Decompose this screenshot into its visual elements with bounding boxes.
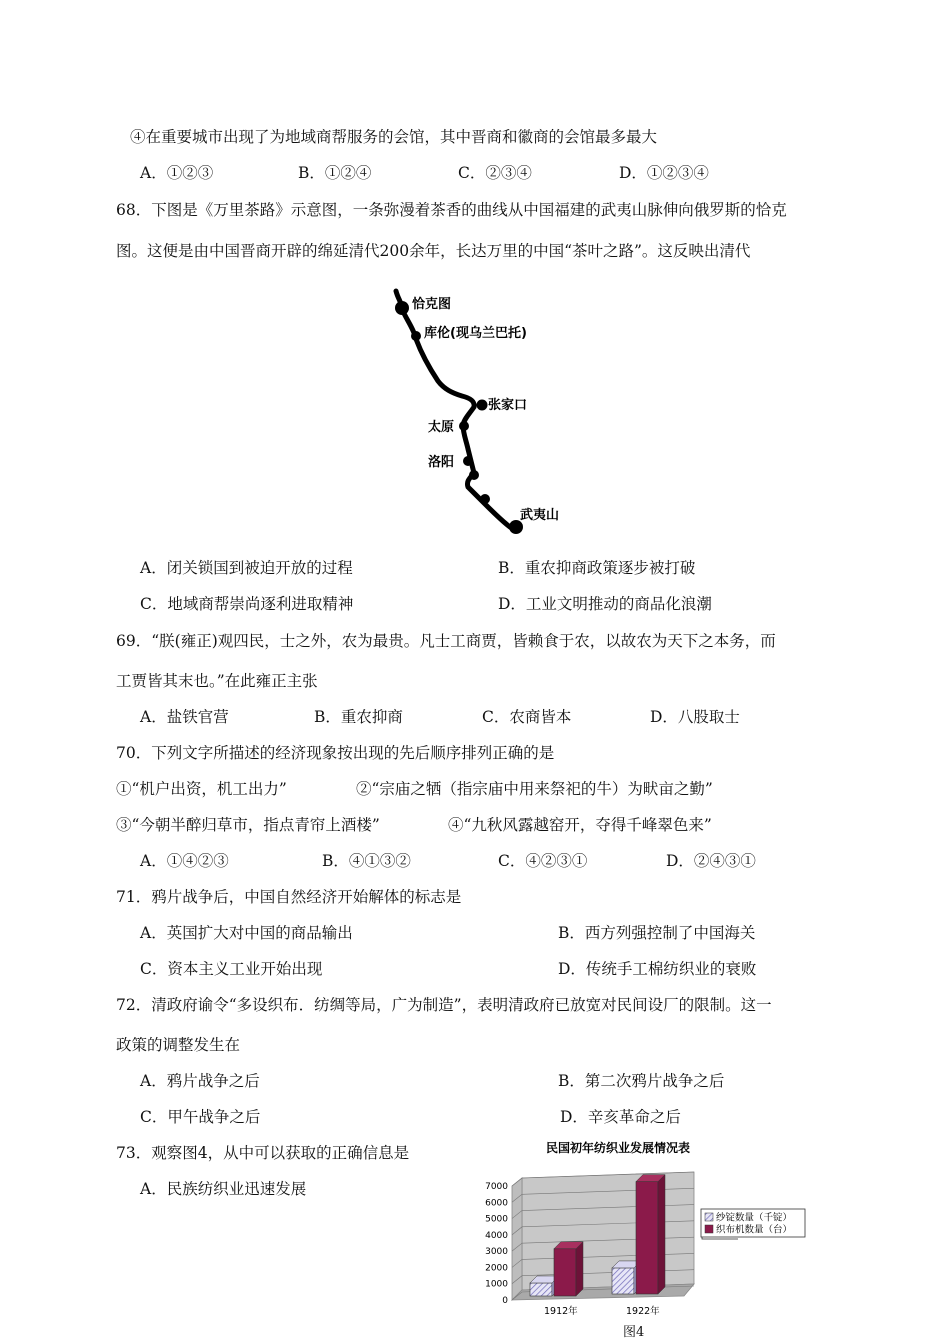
q71-option-a[interactable]: A．英国扩大对中国的商品输出 bbox=[140, 924, 353, 942]
q72-option-b[interactable]: B．第二次鸦片战争之后 bbox=[558, 1072, 725, 1090]
q73-option-a[interactable]: A．民族纺织业迅速发展 bbox=[140, 1180, 307, 1198]
city-label-zhangjiakou: 张家口 bbox=[488, 398, 528, 413]
q72-option-c[interactable]: C．甲午战争之后 bbox=[140, 1108, 261, 1126]
chart-bar bbox=[612, 1268, 634, 1294]
q71-option-c[interactable]: C．资本主义工业开始出现 bbox=[140, 960, 323, 978]
chart-side-wall bbox=[512, 1178, 522, 1300]
chart-title: 民国初年纺织业发展情况表 bbox=[545, 1141, 691, 1155]
q72-option-d[interactable]: D．辛亥革命之后 bbox=[560, 1108, 681, 1126]
chart-y-tick-label: 7000 bbox=[485, 1182, 508, 1192]
q72-option-a[interactable]: A．鸦片战争之后 bbox=[140, 1072, 260, 1090]
chart-y-tick-label: 2000 bbox=[485, 1263, 508, 1274]
q69-option-c[interactable]: C．农商皆本 bbox=[482, 708, 572, 726]
city-label-wuyishan: 武夷山 bbox=[520, 508, 560, 523]
chart-y-tick-label: 1000 bbox=[485, 1279, 508, 1290]
q69-stem-line1: 69．“朕(雍正)观四民，士之外，农为最贵。凡士工商贾，皆赖食于农，以故农为天下之本务，而 bbox=[116, 632, 776, 650]
q68-option-b[interactable]: B．重农抑商政策逐步被打破 bbox=[498, 559, 696, 577]
textile-chart bbox=[478, 1138, 738, 1338]
chart-x-label: 1912年 bbox=[544, 1306, 578, 1317]
q70-item-1: ①“机户出资，机工出力” bbox=[116, 780, 287, 798]
figure-caption: 图4 bbox=[623, 1325, 645, 1340]
q71-option-b[interactable]: B．西方列强控制了中国海关 bbox=[558, 924, 756, 942]
q67-option-d[interactable]: D．①②③④ bbox=[619, 164, 709, 182]
q70-stem: 70．下列文字所描述的经济现象按出现的先后顺序排列正确的是 bbox=[116, 744, 555, 762]
chart-bar-side bbox=[576, 1242, 583, 1296]
q72-stem-line2: 政策的调整发生在 bbox=[116, 1036, 241, 1054]
q68-option-a[interactable]: A．闭关锁国到被迫开放的过程 bbox=[140, 559, 353, 577]
q71-stem: 71．鸦片战争后，中国自然经济开始解体的标志是 bbox=[116, 888, 462, 906]
chart-y-tick-label: 0 bbox=[502, 1296, 508, 1306]
city-label-qiaketu: 恰克图 bbox=[412, 297, 452, 312]
city-dot-mid2 bbox=[480, 494, 490, 504]
q69-option-d[interactable]: D．八股取士 bbox=[650, 708, 740, 726]
city-label-luoyang: 洛阳 bbox=[428, 455, 455, 470]
q69-stem-line2: 工贾皆其末也。”在此雍正主张 bbox=[116, 672, 318, 690]
city-dot-kulun bbox=[411, 331, 421, 341]
q67-option-b[interactable]: B．①②④ bbox=[298, 164, 372, 182]
chart-bar-side bbox=[658, 1175, 665, 1294]
city-dot-mid1 bbox=[469, 470, 479, 480]
chart-y-tick-label: 6000 bbox=[485, 1198, 508, 1209]
q67-option-c[interactable]: C．②③④ bbox=[458, 164, 532, 182]
tea-road-map bbox=[380, 285, 600, 545]
chart-y-tick-label: 5000 bbox=[485, 1214, 508, 1225]
city-label-kulun: 库伦(现乌兰巴托) bbox=[424, 326, 527, 341]
chart-y-tick-label: 4000 bbox=[485, 1230, 508, 1241]
chart-legend bbox=[700, 1208, 810, 1240]
chart-bar bbox=[636, 1182, 658, 1294]
chart-x-label: 1922年 bbox=[626, 1306, 660, 1317]
chart-y-tick-label: 3000 bbox=[485, 1247, 508, 1258]
q69-option-a[interactable]: A．盐铁官营 bbox=[140, 708, 229, 726]
q70-item-2: ②“宗庙之牺（指宗庙中用来祭祀的牛）为畎亩之勤” bbox=[356, 780, 713, 798]
legend-swatch-spindles bbox=[705, 1213, 713, 1221]
chart-back-wall bbox=[522, 1172, 694, 1290]
q70-option-d[interactable]: D．②④③① bbox=[666, 852, 756, 870]
q69-option-b[interactable]: B．重农抑商 bbox=[314, 708, 403, 726]
q68-stem-line2: 图。这便是由中国晋商开辟的绵延清代200余年，长达万里的中国“茶叶之路”。这反映出清代 bbox=[116, 242, 751, 260]
city-dot-luoyang bbox=[463, 456, 473, 466]
city-dot-zhangjiakou bbox=[477, 400, 488, 411]
legend-swatch-looms bbox=[705, 1225, 713, 1233]
q72-stem-line1: 72．清政府谕令“多设织布．纺绸等局，广为制造”，表明清政府已放宽对民间设厂的限制。这一 bbox=[116, 996, 772, 1014]
q67-option-a[interactable]: A．①②③ bbox=[140, 164, 214, 182]
q68-option-d[interactable]: D．工业文明推动的商品化浪潮 bbox=[498, 595, 712, 613]
q71-option-d[interactable]: D．传统手工棉纺织业的衰败 bbox=[558, 960, 757, 978]
legend-label-spindles: 纱锭数量（千锭） bbox=[716, 1212, 793, 1224]
q73-stem: 73．观察图4，从中可以获取的正确信息是 bbox=[116, 1144, 410, 1162]
q68-option-c[interactable]: C．地域商帮崇尚逐利进取精神 bbox=[140, 595, 354, 613]
statement-4: ④在重要城市出现了为地域商帮服务的会馆，其中晋商和徽商的会馆最多最大 bbox=[130, 128, 658, 146]
q70-option-a[interactable]: A．①④②③ bbox=[140, 852, 229, 870]
chart-x-labels bbox=[544, 1305, 660, 1317]
chart-bar bbox=[554, 1249, 576, 1296]
q70-item-3: ③“今朝半醉归草市，指点青帘上酒楼” bbox=[116, 816, 380, 834]
city-label-taiyuan: 太原 bbox=[428, 420, 455, 435]
q68-stem-line1: 68．下图是《万里茶路》示意图，一条弥漫着茶香的曲线从中国福建的武夷山脉伸向俄罗斯的恰克 bbox=[116, 201, 787, 219]
city-dot-qiaketu bbox=[395, 301, 409, 315]
legend-label-looms: 织布机数量（台） bbox=[716, 1224, 793, 1236]
q70-option-c[interactable]: C．④②③① bbox=[498, 852, 588, 870]
q70-option-b[interactable]: B．④①③② bbox=[322, 852, 411, 870]
q70-item-4: ④“九秋风露越窑开，夺得千峰翠色来” bbox=[448, 816, 712, 834]
chart-y-ticks bbox=[485, 1182, 508, 1306]
city-dot-taiyuan bbox=[459, 421, 469, 431]
chart-bar bbox=[530, 1283, 552, 1296]
